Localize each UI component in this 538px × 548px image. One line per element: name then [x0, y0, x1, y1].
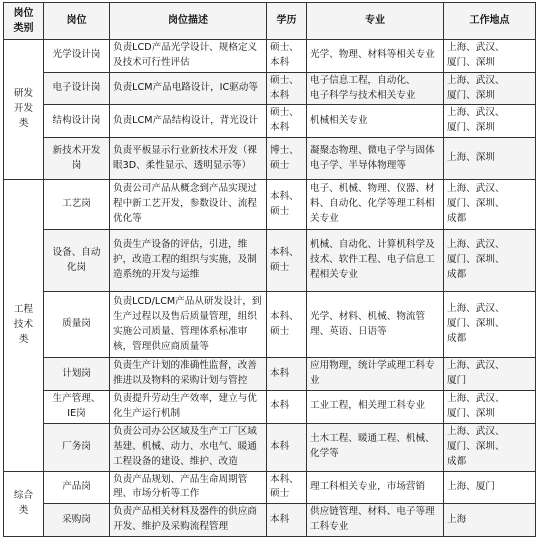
table-header-row	[4, 3, 536, 40]
degree-cell: 硕士、 本科	[267, 72, 307, 105]
major-cell: 理工科相关专业，市场营销	[307, 471, 444, 504]
description-cell: 负责LCM产品结构设计，背光设计	[110, 105, 267, 138]
table-row	[4, 230, 536, 292]
major-cell: 机械、自动化、计算机科学及技术、软件工程、电子信息工程相关专业	[307, 230, 444, 292]
description-cell: 负责LCM产品电路设计，IC驱动等	[110, 72, 267, 105]
table-row	[4, 471, 536, 504]
header-degree: 学历	[267, 3, 307, 40]
location-cell: 上海、武汉、 厦门、深圳	[444, 40, 536, 73]
location-cell: 上海	[444, 504, 536, 537]
position-cell: 质量岗	[44, 292, 110, 358]
location-cell: 上海、厦门	[444, 471, 536, 504]
table-row	[4, 423, 536, 471]
location-cell: 上海、武汉、 厦门、深圳	[444, 72, 536, 105]
degree-cell: 本科	[267, 504, 307, 537]
table-row	[4, 72, 536, 105]
table-row	[4, 390, 536, 423]
location-cell: 上海、武汉、 厦门、深圳、 成都	[444, 180, 536, 230]
location-cell: 上海、武汉、 厦门、深圳	[444, 390, 536, 423]
degree-cell: 本科、 硕士	[267, 471, 307, 504]
degree-cell: 本科、 硕士	[267, 180, 307, 230]
category-cell: 研发 开发 类	[4, 40, 44, 180]
major-cell: 电子、机械、物理、仪器、材料、自动化、化学等理工科相关专业	[307, 180, 444, 230]
header-description: 岗位描述	[110, 3, 267, 40]
position-cell: 电子设计岗	[44, 72, 110, 105]
major-cell: 应用物理，统计学或理工科专业	[307, 358, 444, 391]
location-cell: 上海、武汉、 厦门、深圳、 成都	[444, 292, 536, 358]
description-cell: 负责产品相关材料及器件的供应商开发、维护及采购流程管理	[110, 504, 267, 537]
header-major: 专业	[307, 3, 444, 40]
location-cell: 上海、武汉、 厦门、深圳	[444, 105, 536, 138]
description-cell: 负责生产计划的准确性监督，改善推进以及物料的采购计划与管控	[110, 358, 267, 391]
category-cell: 工程 技术 类	[4, 180, 44, 471]
position-cell: 产品岗	[44, 471, 110, 504]
degree-cell: 硕士、 本科	[267, 40, 307, 73]
table-row	[4, 504, 536, 537]
position-cell: 结构设计岗	[44, 105, 110, 138]
major-cell: 土木工程、暖通工程、机械、化学等	[307, 423, 444, 471]
location-cell: 上海、深圳	[444, 138, 536, 180]
table-row	[4, 138, 536, 180]
table-row	[4, 180, 536, 230]
location-cell: 上海、武汉、 厦门、深圳、 成都	[444, 423, 536, 471]
category-cell: 综合 类	[4, 471, 44, 536]
table-row	[4, 40, 536, 73]
header-location: 工作地点	[444, 3, 536, 40]
major-cell: 机械相关专业	[307, 105, 444, 138]
location-cell: 上海、武汉、 厦门、深圳、 成都	[444, 230, 536, 292]
degree-cell: 本科	[267, 423, 307, 471]
position-cell: 新技术开发 岗	[44, 138, 110, 180]
description-cell: 负责生产设备的评估，引进，维护，改造工程的组织与实施，及制造系统的开发与运维	[110, 230, 267, 292]
major-cell: 光学、材料、机械、物流管理、英语、日语等	[307, 292, 444, 358]
table-body	[4, 40, 536, 537]
position-cell: 生产管理、 IE岗	[44, 390, 110, 423]
description-cell: 负责公司办公区域及生产工厂区域基建、机械、动力、水电气、暖通工程设备的建设、维护、改造	[110, 423, 267, 471]
degree-cell: 硕士、 本科	[267, 105, 307, 138]
major-cell: 工业工程，相关理工科专业	[307, 390, 444, 423]
degree-cell: 本科	[267, 358, 307, 391]
table-row	[4, 105, 536, 138]
major-cell: 光学、物理、材料等相关专业	[307, 40, 444, 73]
position-cell: 工艺岗	[44, 180, 110, 230]
table-row	[4, 358, 536, 391]
degree-cell: 博士、 硕士	[267, 138, 307, 180]
degree-cell: 本科、 硕士	[267, 230, 307, 292]
major-cell: 供应链管理、材料、电子等理工科专业	[307, 504, 444, 537]
major-cell: 凝聚态物理、微电子学与固体电子学、半导体物理等	[307, 138, 444, 180]
position-cell: 厂务岗	[44, 423, 110, 471]
degree-cell: 本科、 硕士	[267, 292, 307, 358]
position-cell: 计划岗	[44, 358, 110, 391]
description-cell: 负责公司产品从概念到产品实现过程中新工艺开发，参数设计、流程优化等	[110, 180, 267, 230]
description-cell: 负责LCD产品光学设计、规格定义及技术可行性评估	[110, 40, 267, 73]
location-cell: 上海、武汉、 厦门	[444, 358, 536, 391]
position-cell: 光学设计岗	[44, 40, 110, 73]
major-cell: 电子信息工程，自动化、 电子科学与技术相关专业	[307, 72, 444, 105]
position-cell: 采购岗	[44, 504, 110, 537]
description-cell: 负责LCD/LCM产品从研发设计，到生产过程以及售后质量管理，组织实施公司质量、管理体系标准审核，管理供应商质量等	[110, 292, 267, 358]
job-positions-table	[3, 2, 536, 537]
table-row	[4, 292, 536, 358]
position-cell: 设备、自动 化岗	[44, 230, 110, 292]
description-cell: 负责平板显示行业新技术开发（裸眼3D、柔性显示、透明显示等）	[110, 138, 267, 180]
degree-cell: 本科	[267, 390, 307, 423]
description-cell: 负责产品规划、产品生命周期管理、市场分析等工作	[110, 471, 267, 504]
header-position: 岗位	[44, 3, 110, 40]
header-category: 岗位 类别	[4, 3, 44, 40]
description-cell: 负责提升劳动生产效率，建立与优化生产运行机制	[110, 390, 267, 423]
